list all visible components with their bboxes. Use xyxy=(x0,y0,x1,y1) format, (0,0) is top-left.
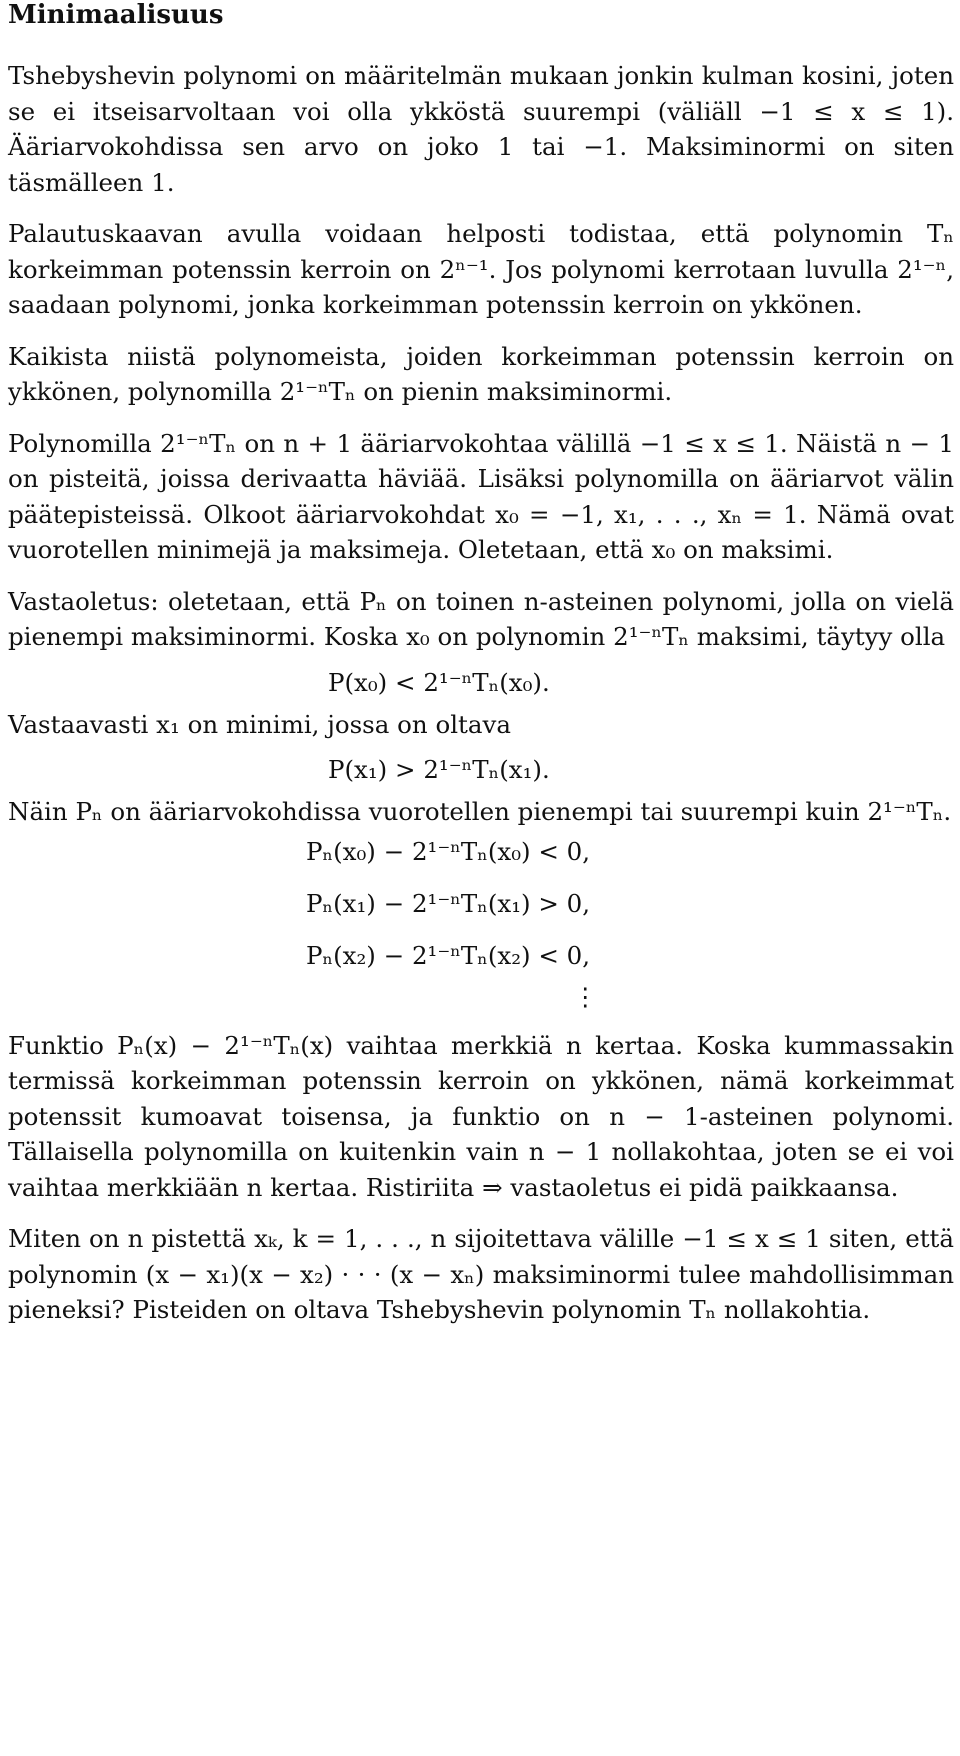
vertical-dots: ⋮ xyxy=(573,981,598,1011)
equation-minimum: P(x₁) > 2¹⁻ⁿTₙ(x₁). xyxy=(328,755,550,784)
equation-system xyxy=(8,826,954,982)
paragraph-chebyshev-definition: Tshebyshevin polynomi on määritelmän mukaan jonkin kulman kosini, joten se ei itseisarvoltaan voi olla ykköstä suurempi (väliäll −1 ≤ x ≤ 1). Ääriarvokohdissa sen arvo on joko 1 tai −1. Maksiminormi on siten täsmälleen 1. xyxy=(8,61,954,197)
paragraph-extremal-points: Polynomilla 2¹⁻ⁿTₙ on n + 1 ääriarvokohtaa välillä −1 ≤ x ≤ 1. Näistä n − 1 on pisteitä, joissa derivaatta häviää. Lisäksi polynomilla on ääriarvot välin päätepisteissä. Olkoot ääriarvokohdat x₀ = −1, x₁, . . ., xₙ = 1. Nämä ovat vuorotellen minimejä ja maksimeja. Oletetaan, että x₀ on maksimi. xyxy=(8,428,954,564)
paragraph-question: Miten on n pistettä xₖ, k = 1, . . ., n sijoitettava välille −1 ≤ x ≤ 1 siten, että polynomin (x − x₁)(x − x₂) · · · (x − xₙ) maksiminormi tulee mahdollisimman pieneksi? Pisteiden on oltava Tshebyshevin polynomin Tₙ nollakohtia. xyxy=(8,1224,954,1324)
section-title: Minimaalisuus xyxy=(8,0,224,30)
paragraph-leading-coefficient: Palautuskaavan avulla voidaan helposti todistaa, että polynomin Tₙ korkeimman potenssin kerroin on 2ⁿ⁻¹. Jos polynomi kerrotaan luvulla 2¹⁻ⁿ, saadaan polynomi, jonka korkeimman potenssin kerroin on ykkönen. xyxy=(8,219,954,319)
document-page xyxy=(8,0,954,1328)
paragraph-minimum: Vastaavasti x₁ on minimi, jossa on oltava xyxy=(8,709,511,739)
equation-line-1: Pₙ(x₁) − 2¹⁻ⁿTₙ(x₁) > 0, xyxy=(306,888,591,918)
paragraph-minimal-norm: Kaikista niistä polynomeista, joiden korkeimman potenssin kerroin on ykkönen, polynomilla 2¹⁻ⁿTₙ on pienin maksiminormi. xyxy=(8,341,954,406)
equation-line-0: Pₙ(x₀) − 2¹⁻ⁿTₙ(x₀) < 0, xyxy=(306,836,591,866)
paragraph-counter-assumption: Vastaoletus: oletetaan, että Pₙ on toinen n-asteinen polynomi, jolla on vielä pienempi maksiminormi. Koska x₀ on polynomin 2¹⁻ⁿTₙ maksimi, täytyy olla xyxy=(8,586,954,651)
equation-maximum: P(x₀) < 2¹⁻ⁿTₙ(x₀). xyxy=(328,667,550,697)
paragraph-alternation: Näin Pₙ on ääriarvokohdissa vuorotellen pienempi tai suurempi kuin 2¹⁻ⁿTₙ. xyxy=(8,797,952,826)
equation-line-2: Pₙ(x₂) − 2¹⁻ⁿTₙ(x₂) < 0, xyxy=(306,940,591,970)
paragraph-sign-changes: Funktio Pₙ(x) − 2¹⁻ⁿTₙ(x) vaihtaa merkkiä n kertaa. Koska kummassakin termissä korkeimman potenssin kerroin on ykkönen, nämä korkeimmat potenssit kumoavat toisensa, ja funktio on n − 1-asteinen polynomi. Tällaisella polynomilla on kuitenkin vain n − 1 nollakohtaa, joten se ei voi vaihtaa merkkiään n kertaa. Ristiriita ⇒ vastaoletus ei pidä paikkaansa. xyxy=(8,1030,954,1202)
